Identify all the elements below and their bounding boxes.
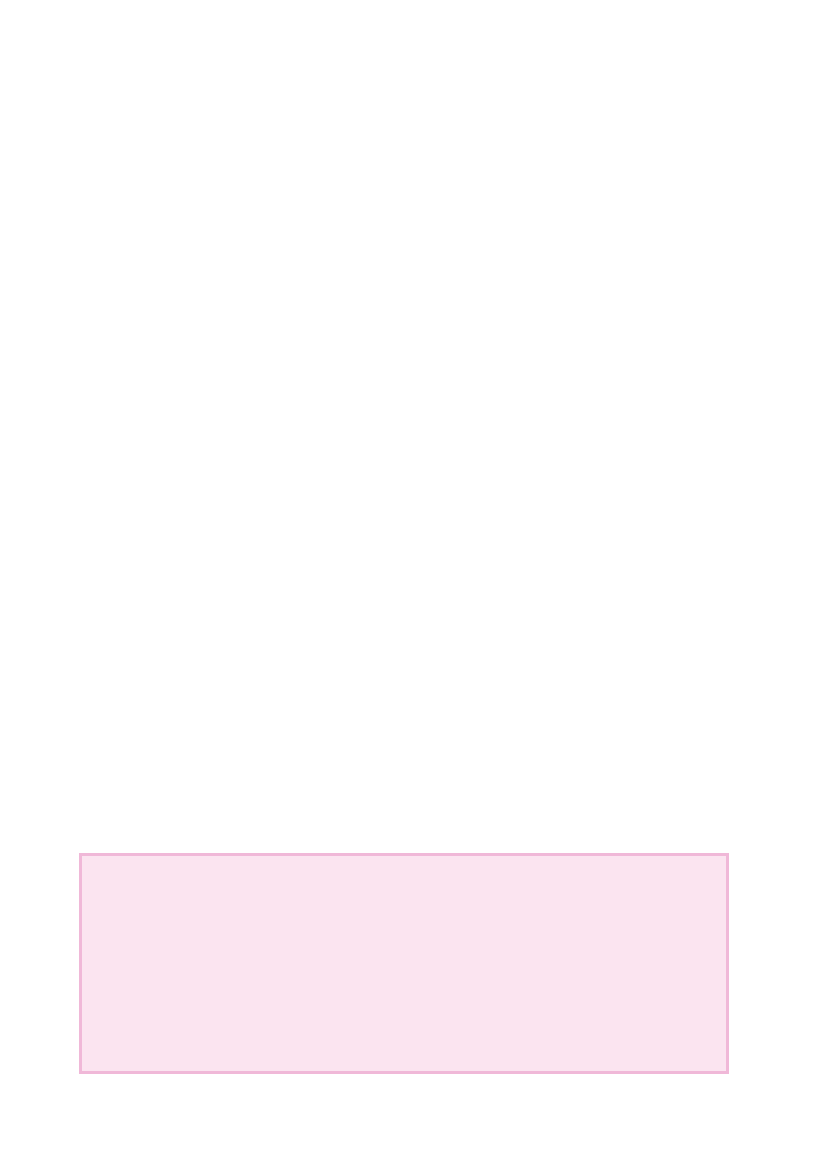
matching-grid [79,853,729,1074]
